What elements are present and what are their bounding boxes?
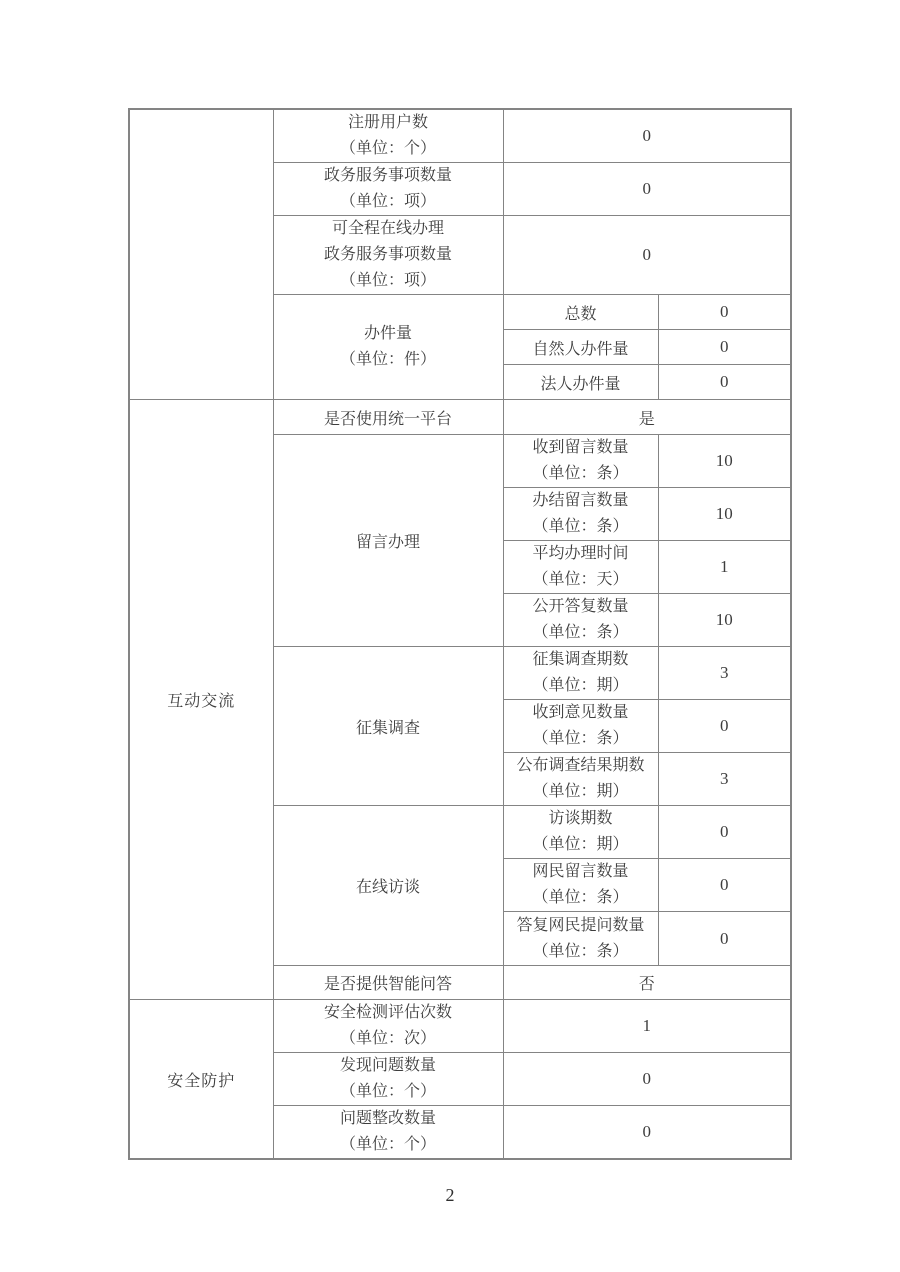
- label-line: 收到意见数量: [532, 704, 629, 721]
- metric-label-survey-periods: [503, 647, 658, 700]
- metric-value: 0: [503, 216, 791, 295]
- unit-line: （单位：个）: [339, 1136, 436, 1153]
- label-line: 注册用户数: [347, 114, 428, 131]
- metric-label-netizen-messages: [503, 859, 658, 912]
- unit-line: （单位：期）: [532, 836, 629, 853]
- metric-label-unified-platform: 是否使用统一平台: [273, 400, 503, 435]
- submetric-value: 0: [658, 330, 791, 365]
- report-table-container: [128, 108, 792, 1160]
- metric-label-messages-received: [503, 435, 658, 488]
- label-line: 访谈期数: [548, 810, 613, 827]
- unit-line: （单位：项）: [339, 193, 436, 210]
- unit-line: （单位：条）: [532, 942, 629, 960]
- metric-label-security-assessments: [273, 1000, 503, 1053]
- metric-label-problems-rectified: [273, 1106, 503, 1160]
- unit-line: （单位：条）: [532, 730, 629, 747]
- group-label-message-handling: 留言办理: [273, 435, 503, 647]
- metric-label-opinions-received: [503, 700, 658, 753]
- label-line: 办结留言数量: [532, 492, 629, 509]
- metric-value: 0: [503, 1053, 791, 1106]
- metric-value: 0: [658, 806, 791, 859]
- metric-value: 是: [503, 400, 791, 435]
- label-line: 平均办理时间: [532, 545, 629, 562]
- submetric-label-total: 总数: [503, 295, 658, 330]
- submetric-label-legal-person: 法人办件量: [503, 365, 658, 400]
- unit-line: （单位：期）: [532, 783, 629, 800]
- table-row: [129, 109, 791, 163]
- group-label-online-interview: 在线访谈: [273, 806, 503, 966]
- metric-label-registered-users: [273, 109, 503, 163]
- submetric-label-natural-person: 自然人办件量: [503, 330, 658, 365]
- label-line: 公布调查结果期数: [516, 757, 645, 774]
- unit-line: （单位：项）: [339, 272, 436, 289]
- label-line: 征集调查期数: [532, 651, 629, 668]
- metric-value: 否: [503, 966, 791, 1000]
- table-row: [129, 400, 791, 435]
- submetric-value: 0: [658, 295, 791, 330]
- unit-line: （单位：期）: [532, 677, 629, 694]
- submetric-value: 0: [658, 365, 791, 400]
- metric-label-messages-resolved: [503, 488, 658, 541]
- label-line: 政务服务事项数量: [323, 246, 452, 263]
- metric-value: 3: [658, 647, 791, 700]
- metric-label-problems-found: [273, 1053, 503, 1106]
- unit-line: （单位：次）: [339, 1030, 436, 1047]
- unit-line: （单位：条）: [532, 518, 629, 535]
- metric-value: 10: [658, 488, 791, 541]
- label-line: 问题整改数量: [339, 1110, 436, 1127]
- unit-line: （单位：个）: [339, 1083, 436, 1100]
- metric-value: 0: [658, 859, 791, 912]
- unit-line: （单位：个）: [339, 140, 436, 157]
- metric-value: 1: [658, 541, 791, 594]
- page-number: 2: [445, 1185, 455, 1205]
- category-cell-security: 安全防护: [129, 1000, 273, 1160]
- label-line: 收到留言数量: [532, 439, 629, 456]
- metric-value: 0: [503, 109, 791, 163]
- unit-line: （单位：天）: [532, 571, 629, 588]
- metric-label-interview-periods: [503, 806, 658, 859]
- label-line: 答复网民提问数量: [516, 916, 645, 934]
- category-cell-interaction: 互动交流: [129, 400, 273, 1000]
- label-line: 办件量: [363, 325, 412, 342]
- label-line: 发现问题数量: [339, 1057, 436, 1074]
- metric-label-service-items: [273, 163, 503, 216]
- metric-value: 0: [503, 1106, 791, 1160]
- category-cell-empty: [129, 109, 273, 400]
- metric-label-full-online-items: [273, 216, 503, 295]
- metric-value: 0: [503, 163, 791, 216]
- metric-value: 0: [658, 912, 791, 966]
- label-line: 安全检测评估次数: [323, 1004, 452, 1021]
- metric-label-avg-handling-time: [503, 541, 658, 594]
- group-label-survey: 征集调查: [273, 647, 503, 806]
- metric-value: 10: [658, 435, 791, 488]
- group-label-case-volume: [273, 295, 503, 400]
- metric-value: 1: [503, 1000, 791, 1053]
- report-table: [128, 108, 792, 1160]
- metric-value: 10: [658, 594, 791, 647]
- label-line: 可全程在线办理: [331, 220, 444, 237]
- label-line: 政务服务事项数量: [323, 167, 452, 184]
- metric-label-smart-qa: 是否提供智能问答: [273, 966, 503, 1000]
- unit-line: （单位：条）: [532, 465, 629, 482]
- unit-line: （单位：条）: [532, 624, 629, 641]
- label-line: 公开答复数量: [532, 598, 629, 615]
- metric-label-results-published: [503, 753, 658, 806]
- table-row: [129, 1000, 791, 1053]
- unit-line: （单位：条）: [532, 889, 629, 906]
- metric-value: 3: [658, 753, 791, 806]
- metric-value: 0: [658, 700, 791, 753]
- metric-label-public-replies: [503, 594, 658, 647]
- label-line: 网民留言数量: [532, 863, 629, 880]
- unit-line: （单位：件）: [339, 351, 436, 368]
- metric-label-questions-answered: [503, 912, 658, 966]
